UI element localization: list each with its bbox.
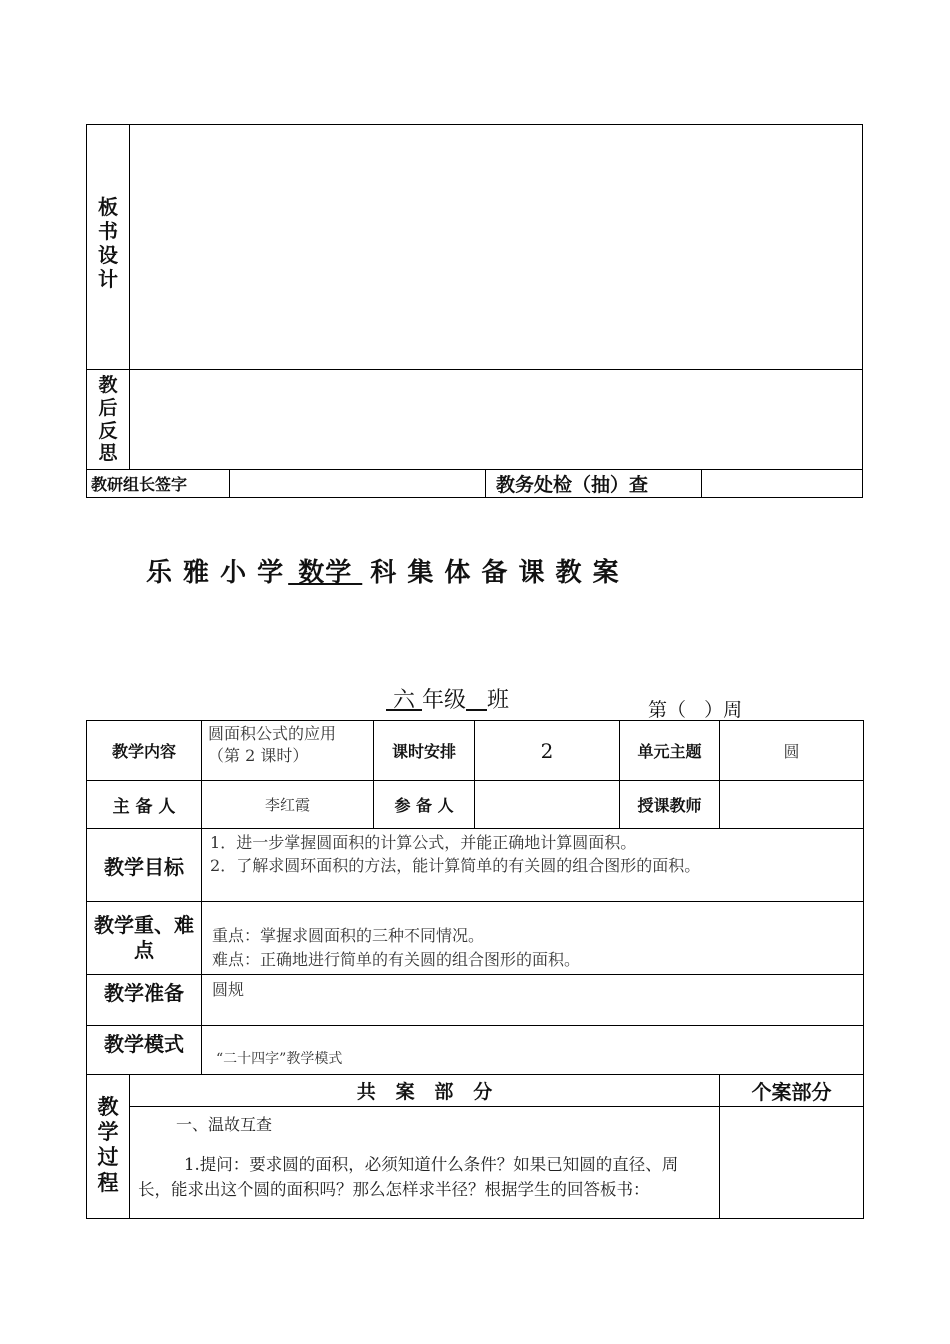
unit-label: 单元主题 xyxy=(620,721,720,781)
week-line: 第（ ）周 xyxy=(648,699,743,721)
reflection-area[interactable] xyxy=(130,370,863,470)
academic-check-field[interactable] xyxy=(702,470,863,498)
key-point: 重点：掌握求圆面积的三种不同情况。 xyxy=(212,926,485,945)
individual-section-header: 个案部分 xyxy=(720,1075,864,1107)
grade-line xyxy=(372,658,509,714)
content-value: 圆面积公式的应用（第 2 课时） xyxy=(202,721,374,781)
board-reflection-table xyxy=(86,124,863,498)
shared-section-body xyxy=(130,1107,720,1219)
title-suffix: 科 集 体 备 课 教 案 xyxy=(370,558,620,588)
class-blank[interactable] xyxy=(466,688,487,713)
step-one-heading: 一、温故互查 xyxy=(176,1115,273,1134)
mode-label: 教学模式 xyxy=(87,1026,202,1075)
process-label: 教 学 过 程 xyxy=(87,1075,130,1219)
prep-label: 教学准备 xyxy=(87,975,202,1026)
goal-item: 2．了解求圆环面积的方法，能计算简单的有关圆的组合图形的面积。 xyxy=(210,856,701,876)
page-title xyxy=(146,552,620,589)
shared-section-header: 共 案 部 分 xyxy=(130,1075,720,1107)
mode-value: “二十四字”教学模式 xyxy=(202,1026,864,1075)
teacher-value[interactable] xyxy=(720,781,864,829)
group-leader-sign-field[interactable] xyxy=(230,470,486,498)
period-label: 课时安排 xyxy=(374,721,475,781)
preparer-label: 主 备 人 xyxy=(87,781,202,829)
prep-value: 圆规 xyxy=(202,975,864,1026)
lesson-plan-table xyxy=(86,720,864,1219)
goal-item: 1．进一步掌握圆面积的计算公式，并能正确地计算圆面积。 xyxy=(210,833,637,852)
key-difficult-cell xyxy=(202,902,864,975)
individual-section-body[interactable] xyxy=(720,1107,864,1219)
school-name: 乐 雅 小 学 xyxy=(146,558,285,588)
key-difficult-label: 教学重、难点 xyxy=(87,902,202,975)
goals-cell xyxy=(202,829,864,902)
reflection-label: 教 后 反 思 xyxy=(87,370,130,470)
academic-check-label: 教务处检（抽）查 xyxy=(486,470,702,498)
subject-name: 数学 xyxy=(288,558,363,588)
content-label: 教学内容 xyxy=(87,721,202,781)
participants-label: 参 备 人 xyxy=(374,781,475,829)
unit-value: 圆 xyxy=(720,721,864,781)
teacher-label: 授课教师 xyxy=(620,781,720,829)
board-design-label: 板 书 设 计 xyxy=(87,125,130,370)
participants-value[interactable] xyxy=(475,781,620,829)
difficult-point: 难点：正确地进行简单的有关圆的组合图形的面积。 xyxy=(212,950,581,969)
preparer-value: 李红霞 xyxy=(202,781,374,829)
period-value: 2 xyxy=(475,721,620,781)
grade-value: 六 xyxy=(386,688,422,713)
group-leader-sign-label: 教研组长签字 xyxy=(87,470,230,498)
board-design-area[interactable] xyxy=(130,125,863,370)
grade-suffix: 年级 xyxy=(422,688,467,713)
goals-label: 教学目标 xyxy=(87,829,202,902)
question-text: 1.提问：要求圆的面积，必须知道什么条件？如果已知圆的直径、周长，能求出这个圆的面积吗？那么怎样求半径？根据学生的回答板书： xyxy=(138,1154,679,1200)
class-suffix: 班 xyxy=(487,688,510,713)
